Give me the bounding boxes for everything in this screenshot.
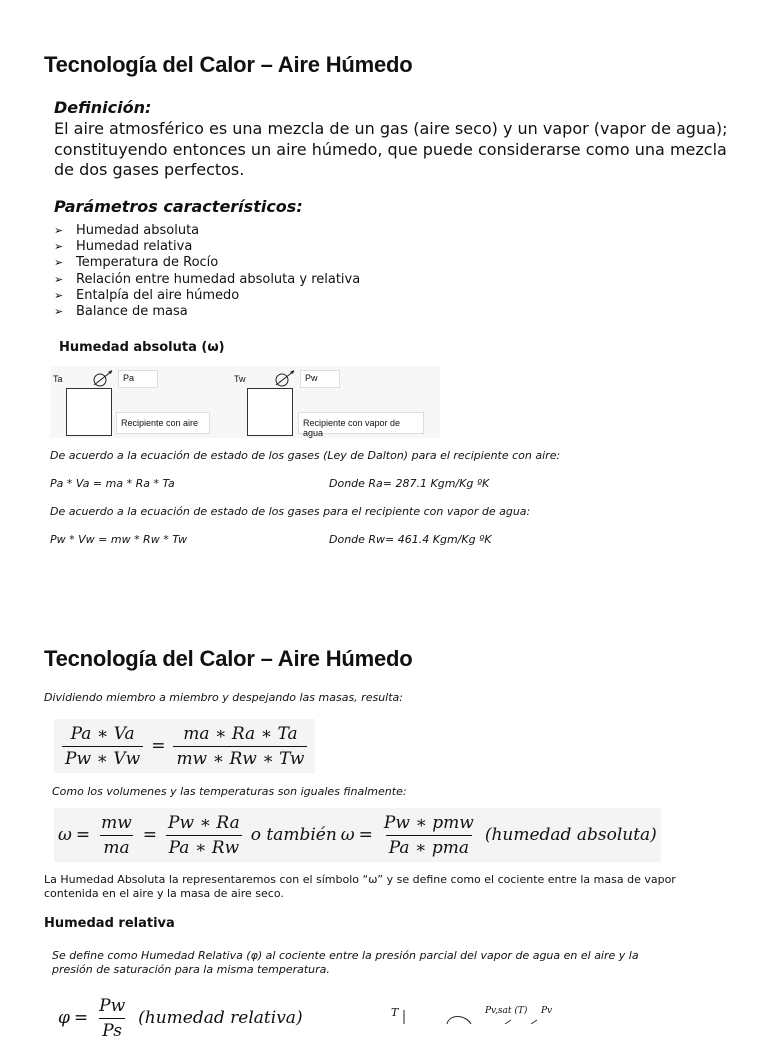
params-title: Parámetros característicos: [54, 197, 303, 216]
arrow-bullet-icon: ➢ [54, 288, 64, 302]
air-container-label: Recipiente con aire [121, 418, 199, 428]
dalton-vapor-text: De acuerdo a la ecuación de estado de los gases para el recipiente con vapor de agua: [50, 505, 531, 518]
dividing-text: Dividiendo miembro a miembro y despejando las masas, resulta: [44, 691, 403, 704]
air-pressure-label: Pa [123, 373, 135, 383]
list-item: ➢ Humedad relativa [54, 239, 193, 255]
constant-ra: Donde Ra= 287.1 Kgm/Kg ºK [329, 477, 490, 490]
ratio-equation: $\frac{Pa ∗ Va}{Pw ∗ Vw}$ = $\frac{ma ∗ Ra ∗ Ta}{mw ∗ Rw ∗ Tw}$ [54, 719, 315, 773]
equation-vapor: Pw * Vw = mw * Rw * Tw [50, 533, 188, 546]
air-container [66, 388, 112, 436]
graph-pv-label: Pv [541, 1006, 553, 1016]
containers-diagram [50, 366, 440, 438]
vapor-pressure-label: Pw [305, 373, 318, 383]
vapor-container-label: Recipiente con vapor de agua [303, 418, 401, 438]
equal-text: Como los volumenes y las temperaturas son iguales finalmente: [52, 785, 407, 798]
air-temp-label: Ta [53, 374, 63, 384]
slide1-title: Tecnología del Calor – Aire Húmedo [44, 52, 413, 77]
manometer-icon [272, 368, 298, 388]
definition-title: Definición: [54, 98, 152, 117]
list-item: ➢ Entalpía del aire húmedo [54, 287, 240, 303]
arrow-bullet-icon: ➢ [54, 256, 64, 270]
dalton-air-text: De acuerdo a la ecuación de estado de los gases (Ley de Dalton) para el recipiente con aire: [50, 449, 561, 462]
vapor-temp-label: Tw [234, 374, 246, 384]
relative-humidity-heading: Humedad relativa [44, 916, 175, 931]
arrow-bullet-icon: ➢ [54, 305, 64, 319]
phi-equation: φ = $\frac{Pw}{Ps}$ (humedad relativa) [58, 995, 303, 1041]
list-item: ➢ Relación entre humedad absoluta y relativa [54, 271, 361, 287]
graph-pvsat-label: Pv,sat (T) [485, 1006, 528, 1016]
definition-body: El aire atmosférico es una mezcla de un gas (aire seco) y un vapor (vapor de agua); constituyendo entonces un aire húmedo, que puede considerarse como una mezcla de dos gases perfectos. [54, 119, 728, 179]
absolute-definition: La Humedad Absoluta la representaremos con el símbolo “ω” y se define como el cociente entre la masa de vapor contenida en el aire y la masa de aire seco. [44, 873, 676, 900]
omega-equation: ω = $\frac{mw}{ma}$ = $\frac{Pw ∗ Ra}{Pa ∗ Rw}$ o también ω = $\frac{\text{Pw ∗ pmw}}{\text{Pa ∗ pma}}$ (humedad absoluta) [54, 808, 661, 862]
list-item: ➢ Humedad absoluta [54, 223, 200, 238]
vapor-container [247, 388, 293, 436]
saturation-graph [385, 1000, 575, 1024]
list-item: ➢ Temperatura de Rocío [54, 255, 219, 271]
arrow-bullet-icon: ➢ [54, 240, 64, 254]
equation-air: Pa * Va = ma * Ra * Ta [50, 477, 175, 490]
abs-humidity-heading: Humedad absoluta (ω) [59, 340, 225, 355]
arrow-bullet-icon: ➢ [54, 272, 64, 286]
constant-rw: Donde Rw= 461.4 Kgm/Kg ºK [329, 533, 492, 546]
slide2-title: Tecnología del Calor – Aire Húmedo [44, 646, 413, 671]
list-item: ➢ Balance de masa [54, 304, 188, 320]
relative-definition: Se define como Humedad Relativa (φ) al cociente entre la presión parcial del vapor de agua en el aire y la presión de saturación para la misma temperatura. [52, 949, 639, 976]
manometer-icon [90, 368, 116, 388]
params-list [54, 223, 360, 320]
arrow-bullet-icon: ➢ [54, 224, 64, 237]
graph-axis-t: T [391, 1006, 399, 1019]
